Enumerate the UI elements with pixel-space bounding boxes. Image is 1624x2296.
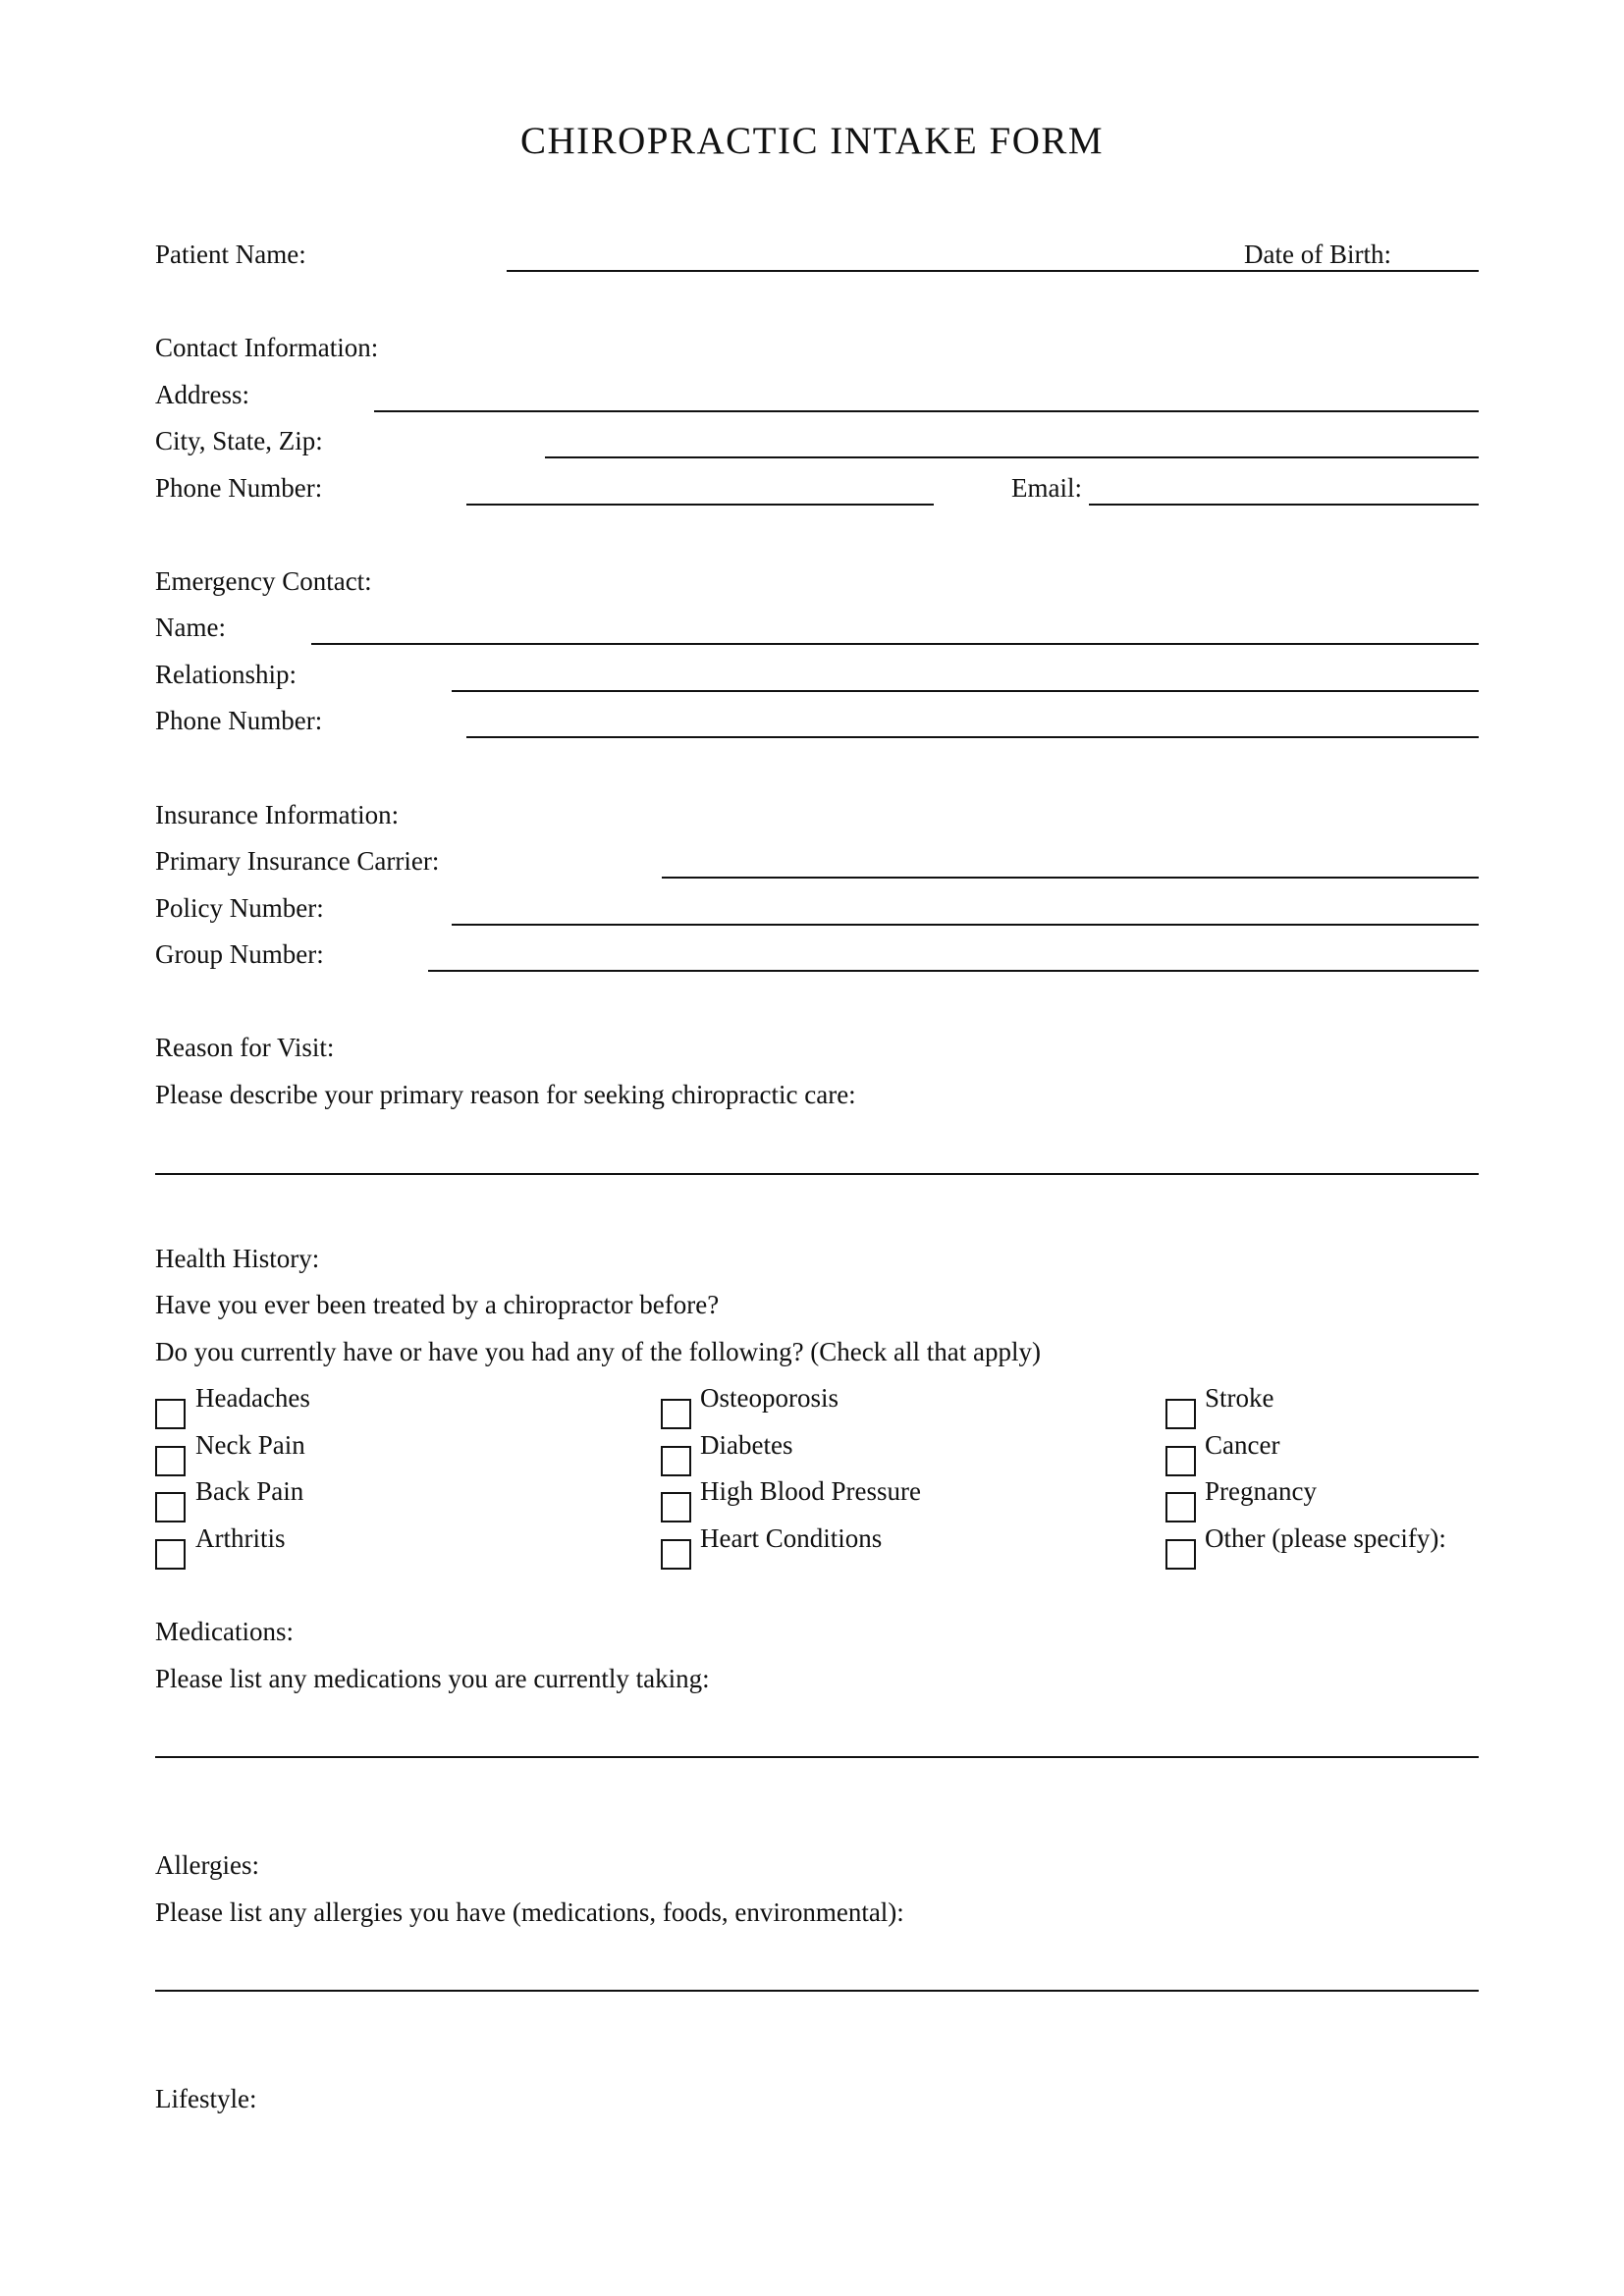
condition-label: Back Pain xyxy=(195,1476,304,1506)
relationship-label: Relationship: xyxy=(155,660,297,689)
condition-label: Neck Pain xyxy=(195,1430,305,1460)
allergies-heading: Allergies: xyxy=(155,1850,259,1880)
checkbox-diabetes[interactable] xyxy=(661,1446,691,1476)
lifestyle-heading: Lifestyle: xyxy=(155,2084,257,2113)
conditions-question: Do you currently have or have you had any of the following? (Check all that apply) xyxy=(155,1337,1041,1366)
reason-heading: Reason for Visit: xyxy=(155,1033,335,1062)
carrier-field[interactable] xyxy=(662,877,1479,879)
emergency-phone-label: Phone Number: xyxy=(155,706,323,735)
email-field[interactable] xyxy=(1089,504,1479,506)
condition-label: Arthritis xyxy=(195,1523,286,1553)
policy-label: Policy Number: xyxy=(155,893,324,923)
group-field[interactable] xyxy=(428,970,1479,972)
group-label: Group Number: xyxy=(155,939,324,969)
condition-label: Other (please specify): xyxy=(1205,1523,1446,1553)
checkbox-stroke[interactable] xyxy=(1165,1399,1196,1429)
email-label: Email: xyxy=(1011,473,1082,503)
dob-label: Date of Birth: xyxy=(1244,240,1391,269)
health-heading: Health History: xyxy=(155,1244,320,1273)
checkbox-back-pain[interactable] xyxy=(155,1492,186,1522)
chiropractor-question: Have you ever been treated by a chiropractor before? xyxy=(155,1290,720,1319)
city-state-zip-label: City, State, Zip: xyxy=(155,426,323,455)
condition-label: Pregnancy xyxy=(1205,1476,1317,1506)
phone-field[interactable] xyxy=(466,504,934,506)
emergency-name-label: Name: xyxy=(155,613,226,642)
patient-name-field[interactable] xyxy=(507,270,1479,272)
reason-prompt: Please describe your primary reason for seeking chiropractic care: xyxy=(155,1080,856,1109)
allergies-field[interactable] xyxy=(155,1990,1479,1992)
checkbox-pregnancy[interactable] xyxy=(1165,1492,1196,1522)
condition-label: Stroke xyxy=(1205,1383,1274,1413)
condition-label: Diabetes xyxy=(700,1430,793,1460)
checkbox-other[interactable] xyxy=(1165,1539,1196,1570)
condition-label: Cancer xyxy=(1205,1430,1280,1460)
contact-heading: Contact Information: xyxy=(155,333,379,362)
emergency-heading: Emergency Contact: xyxy=(155,566,372,596)
reason-field[interactable] xyxy=(155,1173,1479,1175)
emergency-phone-field[interactable] xyxy=(466,736,1479,738)
carrier-label: Primary Insurance Carrier: xyxy=(155,846,440,876)
checkbox-high-blood-pressure[interactable] xyxy=(661,1492,691,1522)
medications-heading: Medications: xyxy=(155,1617,294,1646)
patient-name-label: Patient Name: xyxy=(155,240,306,269)
medications-field[interactable] xyxy=(155,1756,1479,1758)
address-field[interactable] xyxy=(374,410,1479,412)
medications-prompt: Please list any medications you are currently taking: xyxy=(155,1664,710,1693)
checkbox-heart-conditions[interactable] xyxy=(661,1539,691,1570)
phone-label: Phone Number: xyxy=(155,473,323,503)
condition-label: Osteoporosis xyxy=(700,1383,839,1413)
insurance-heading: Insurance Information: xyxy=(155,800,400,829)
checkbox-cancer[interactable] xyxy=(1165,1446,1196,1476)
address-label: Address: xyxy=(155,380,249,409)
checkbox-headaches[interactable] xyxy=(155,1399,186,1429)
condition-label: High Blood Pressure xyxy=(700,1476,921,1506)
condition-label: Headaches xyxy=(195,1383,310,1413)
checkbox-arthritis[interactable] xyxy=(155,1539,186,1570)
relationship-field[interactable] xyxy=(452,690,1479,692)
emergency-name-field[interactable] xyxy=(311,643,1479,645)
checkbox-neck-pain[interactable] xyxy=(155,1446,186,1476)
city-state-zip-field[interactable] xyxy=(545,456,1479,458)
checkbox-osteoporosis[interactable] xyxy=(661,1399,691,1429)
policy-field[interactable] xyxy=(452,924,1479,926)
form-title: CHIROPRACTIC INTAKE FORM xyxy=(519,120,1105,162)
condition-label: Heart Conditions xyxy=(700,1523,883,1553)
allergies-prompt: Please list any allergies you have (medications, foods, environmental): xyxy=(155,1897,904,1927)
